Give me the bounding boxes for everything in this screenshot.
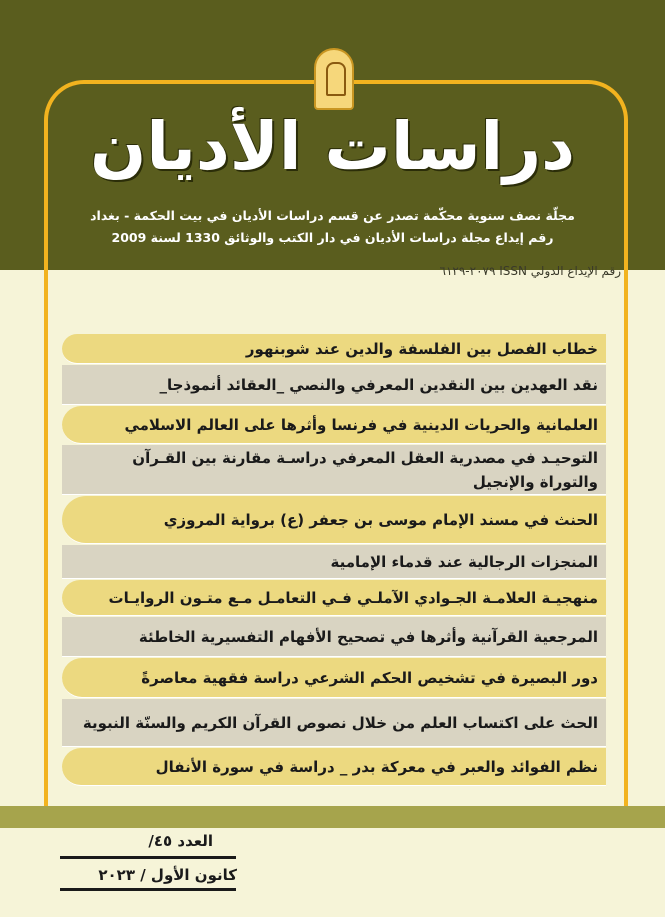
article-item: دور البصيرة في تشخيص الحكم الشرعي دراسة فقهية معاصرةً [62,658,606,698]
article-item: خطاب الفصل بين الفلسفة والدين عند شوبنهور [62,334,606,364]
divider [60,888,236,891]
issue-number: العدد ٤٥/ [148,832,213,850]
article-item: نقد العهدين بين النقدين المعرفي والنصي _العقائد أنموذجا_ [62,365,606,405]
article-item: المرجعية القرآنية وأثرها في تصحيح الأفهام التفسيرية الخاطئة [62,617,606,657]
article-item: منهجيـة العلامـة الجـوادي الآملـي فـي التعامـل مـع متـون الروايـات [62,580,606,616]
article-item: الحث على اكتساب العلم من خلال نصوص القرآن الكريم والسنّة النبوية [62,699,606,747]
issn-number: رقم الإيداع الدولي ISSN ٢٠٧٩-٦١٢٩ [439,264,621,278]
article-item: المنجزات الرجالية عند قدماء الإمامية [62,545,606,579]
footer-band [0,806,665,828]
journal-title: دراسات الأديان [89,108,575,185]
divider [60,856,236,859]
issue-date: كانون الأول / ٢٠٢٣ [98,866,237,884]
article-item: الحنث في مسند الإمام موسى بن جعفر (ع) برواية المروزي [62,496,606,544]
house-of-wisdom-logo-icon [314,48,354,110]
article-item: التوحيـد في مصدرية العقل المعرفي دراسـة مقارنة بين القـرآن والتوراة والإنجيل [62,445,606,495]
article-item: العلمانية والحريات الدينية في فرنسا وأثرها على العالم الاسلامي [62,406,606,444]
deposit-number: رقم إيداع مجلة دراسات الأديان في دار الكتب والوثائق 1330 لسنة 2009 [111,230,554,245]
article-item: نظم الفوائد والعبر في معركة بدر _ دراسة في سورة الأنفال [62,748,606,786]
journal-subtitle: مجلّة نصف سنوية محكّمة تصدر عن قسم دراسات الأديان في بيت الحكمة - بغداد [90,208,575,223]
